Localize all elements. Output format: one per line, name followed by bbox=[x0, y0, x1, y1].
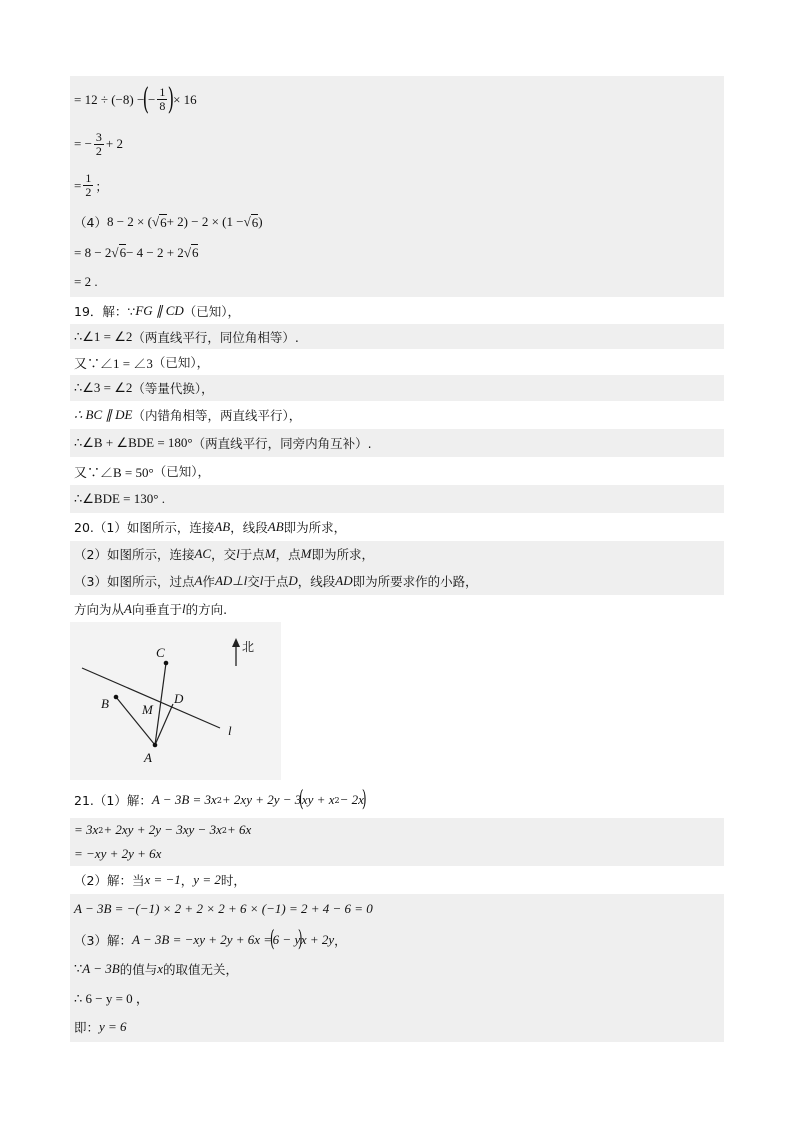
fraction-1-2 bbox=[83, 172, 93, 199]
q20-line-2 bbox=[70, 541, 724, 567]
calc-line-3-head: = bbox=[74, 177, 82, 193]
q19-line-7 bbox=[70, 457, 724, 485]
point-A bbox=[153, 743, 158, 748]
q21-line-7-c: 的值与 bbox=[119, 962, 158, 977]
q19-line-4-reason: （等量代换）， bbox=[132, 381, 214, 396]
q20-line-2-i: 即为所求， bbox=[311, 547, 374, 562]
q19-line-2-math: ∴∠1 = ∠2 bbox=[74, 328, 133, 344]
q21-line-5 bbox=[70, 894, 724, 924]
q20-line-2-d: l bbox=[236, 546, 240, 561]
q21-line-3-text: = −xy + 2y + 6x bbox=[74, 846, 162, 861]
q20-line-3-h: D bbox=[288, 573, 298, 588]
point-C bbox=[164, 661, 169, 666]
q21-line-6-b: A − 3B = −xy + 2y + 6x = bbox=[131, 931, 273, 947]
q19-line-5 bbox=[70, 401, 724, 429]
q21-line-6-c: 6 − y bbox=[272, 931, 301, 947]
q19-number: 19．解：∵ bbox=[74, 303, 136, 319]
north-arrow-head bbox=[232, 638, 240, 647]
minus-sign: − bbox=[148, 91, 156, 107]
q19-line-8 bbox=[70, 485, 724, 513]
q20-line-3-c: 作 bbox=[202, 574, 215, 589]
label-C: C bbox=[156, 645, 165, 660]
label-B: B bbox=[101, 696, 109, 711]
point-B bbox=[114, 695, 119, 700]
calc-line-4: （4） 8 − 2 × ( √ 6 + 2) − 2 × (1 − √ 6 ) bbox=[70, 206, 724, 238]
q20-line-4-a: 方向为从 bbox=[74, 601, 125, 617]
fraction-denominator: 8 bbox=[159, 99, 166, 113]
calc-line-4-a: 8 − 2 × ( bbox=[106, 214, 152, 229]
fraction-numerator: 3 bbox=[95, 129, 102, 144]
q21-line-1-a: 21.（1）解： bbox=[74, 793, 152, 808]
part-4-label: （4） bbox=[74, 215, 107, 230]
calc-line-1 bbox=[70, 76, 724, 123]
q21-line-6-a: （3）解： bbox=[74, 932, 132, 948]
label-M: M bbox=[142, 702, 153, 717]
q20-line-1-e: 即为所求， bbox=[283, 520, 347, 535]
q19-line-1 bbox=[70, 297, 724, 324]
calc-line-3-tail: ； bbox=[95, 178, 108, 194]
geometry-svg bbox=[70, 622, 281, 780]
q19-math: FG ∥ CD bbox=[135, 302, 184, 318]
calc-line-6-text: = 2 . bbox=[74, 274, 98, 289]
sqrt-6: 6 bbox=[251, 214, 259, 230]
fraction-numerator: 1 bbox=[85, 171, 92, 185]
q19-line-7-reason: （已知）， bbox=[153, 464, 210, 479]
q21-line-3 bbox=[70, 842, 724, 866]
q21-line-8-text: ∴ 6 − y = 0 ， bbox=[74, 990, 149, 1006]
q19-line-7-math: 又∵∠B = 50° bbox=[74, 464, 154, 480]
q19-line-2-reason: （两直线平行，同位角相等）. bbox=[132, 329, 299, 345]
q20-line-1 bbox=[70, 513, 724, 541]
calc-line-6 bbox=[70, 267, 724, 297]
q20-line-4-e: 的方向. bbox=[185, 601, 228, 617]
q21-line-9-b: y = 6 bbox=[99, 1018, 127, 1034]
q20-line-1-a: 20.（1）如图所示，连接 bbox=[74, 520, 215, 535]
q19-line-3-reason: （已知）， bbox=[152, 355, 210, 370]
q20-line-2-h: M bbox=[300, 546, 312, 561]
q21-line-4-a: （2）解：当 bbox=[74, 873, 145, 888]
q20-line-4-d: l bbox=[181, 600, 186, 616]
geometry-figure bbox=[70, 622, 281, 780]
q19-line-4-math: ∴∠3 = ∠2 bbox=[74, 380, 133, 395]
q21-line-7-b: A − 3B bbox=[82, 961, 120, 976]
q20-line-1-d: AB bbox=[267, 519, 284, 534]
q19-line-6-reason: （两直线平行，同旁内角互补）. bbox=[192, 436, 372, 451]
label-l: l bbox=[228, 723, 232, 738]
label-A: A bbox=[144, 750, 152, 765]
q20-line-2-a: （2）如图所示，连接 bbox=[74, 547, 195, 562]
q19-line-3-math: 又∵∠1 = ∠3 bbox=[74, 355, 153, 371]
fraction-3-2 bbox=[94, 131, 104, 158]
q19-line-8-math: ∴∠BDE = 130° . bbox=[74, 491, 165, 506]
q20-line-2-e: 于点 bbox=[239, 547, 265, 562]
q19-line-2 bbox=[70, 324, 724, 349]
q21-line-7-e: 的取值无关， bbox=[163, 962, 239, 977]
q20-line-3-k: 即为所要求作的小路， bbox=[352, 574, 478, 589]
q21-line-6-e: ， bbox=[334, 932, 347, 948]
calc-line-1-head: = 12 ÷ (−8) − bbox=[74, 91, 145, 107]
q21-line-2-c: + 6x bbox=[226, 822, 252, 837]
fraction-1-8 bbox=[157, 86, 167, 113]
fraction-denominator: 2 bbox=[95, 143, 102, 158]
calc-line-2-tail: + 2 bbox=[105, 136, 124, 151]
fraction-numerator: 1 bbox=[159, 85, 166, 99]
q19-line-5-reason: （内错角相等，两直线平行）， bbox=[132, 408, 302, 423]
q20-line-3-i: ，线段 bbox=[297, 574, 336, 589]
label-north: 北 bbox=[242, 640, 255, 654]
q21-line-2-b: + 2xy + 2y − 3xy − 3x bbox=[103, 822, 222, 837]
q21-line-7-a: ∵ bbox=[74, 961, 83, 976]
fraction-denominator: 2 bbox=[85, 185, 92, 199]
left-paren: ( bbox=[142, 81, 150, 117]
q20-line-3-j: AD bbox=[335, 573, 353, 588]
q20-line-3-b: A bbox=[194, 573, 203, 588]
q20-line-3-a: （3）如图所示，过点 bbox=[74, 574, 195, 589]
q21-line-5-text: A − 3B = −(−1) × 2 + 2 × 2 + 6 × (−1) = 2 + 4 − 6 = 0 bbox=[74, 901, 373, 916]
q20-line-2-c: ，交 bbox=[211, 547, 237, 562]
q21-line-1-e: − 2x bbox=[339, 792, 364, 807]
q21-line-4 bbox=[70, 866, 724, 894]
q21-line-9 bbox=[70, 1011, 724, 1042]
q19-line-5-math: ∴ BC ∥ DE bbox=[74, 407, 133, 422]
right-paren: ) bbox=[167, 81, 175, 117]
q21-line-2-a: = 3x bbox=[74, 822, 99, 837]
calc-line-5-a: = 8 − 2 bbox=[74, 244, 112, 260]
q20-line-3-e: 交 bbox=[247, 574, 260, 589]
sqrt-6: 6 bbox=[160, 214, 167, 230]
q21-line-1-d: xy + x bbox=[301, 792, 335, 807]
q21-line-4-d: y = 2 bbox=[193, 872, 221, 887]
q21-line-7-d: x bbox=[157, 961, 163, 976]
q19-line-6-math: ∴∠B + ∠BDE = 180° bbox=[74, 435, 193, 450]
sqrt-6: 6 bbox=[119, 245, 127, 260]
q21-line-1: 21.（1）解： A − 3B = 3x 2 + 2xy + 2y − 3 ( xy + x 2 − 2x ) bbox=[70, 782, 724, 818]
calc-line-2 bbox=[70, 123, 724, 165]
q20-line-2-f: M bbox=[264, 546, 276, 561]
q20-line-4-c: 向垂直于 bbox=[131, 601, 182, 617]
sqrt-6: 6 bbox=[191, 245, 199, 260]
q20-line-3-d: AD⊥l bbox=[214, 573, 248, 588]
calc-line-2-head: = − bbox=[74, 136, 92, 151]
q21-line-4-e: 时， bbox=[220, 873, 246, 888]
q21-line-9-a: 即： bbox=[74, 1019, 100, 1035]
q21-line-8 bbox=[70, 983, 724, 1011]
q20-line-3-f: l bbox=[259, 573, 264, 588]
calc-line-5-b: − 4 − 2 + 2 bbox=[126, 244, 184, 260]
q21-line-4-c: ， bbox=[180, 873, 194, 888]
calc-line-4-b: + 2) − 2 × (1 − bbox=[166, 214, 244, 229]
q20-line-2-b: AC bbox=[194, 546, 212, 561]
q20-line-4-b: A bbox=[124, 600, 132, 616]
q20-line-3-g: 于点 bbox=[263, 574, 289, 589]
q21-line-6-d: x + 2y bbox=[300, 931, 335, 947]
q20-line-1-c: ，线段 bbox=[230, 520, 268, 535]
q21-line-1-c: + 2xy + 2y − 3 bbox=[221, 792, 302, 807]
q21-line-1-b: A − 3B = 3x bbox=[151, 792, 217, 807]
label-D: D bbox=[174, 691, 184, 706]
calc-line-3 bbox=[70, 165, 724, 206]
q20-line-4 bbox=[70, 595, 724, 622]
q21-line-7 bbox=[70, 955, 724, 983]
calc-line-1-tail: × 16 bbox=[173, 91, 197, 107]
q21-line-6: （3）解： A − 3B = −xy + 2y + 6x = ( 6 − y ) x + 2y ， bbox=[70, 924, 724, 955]
q20-line-3 bbox=[70, 567, 724, 595]
q19-line-6 bbox=[70, 429, 724, 457]
calc-line-5: = 8 − 2 √ 6 − 4 − 2 + 2 √ 6 bbox=[70, 238, 724, 267]
q20-line-2-g: ，点 bbox=[275, 547, 301, 562]
q21-line-2: = 3x 2 + 2xy + 2y − 3xy − 3x 2 + 6x bbox=[70, 818, 724, 842]
q19-reason: （已知）， bbox=[183, 303, 241, 319]
q20-line-1-b: AB bbox=[214, 519, 231, 534]
q19-line-4 bbox=[70, 375, 724, 401]
calc-line-4-c: ) bbox=[258, 214, 263, 229]
q19-line-3 bbox=[70, 349, 724, 375]
q21-line-4-b: x = −1 bbox=[144, 872, 181, 887]
